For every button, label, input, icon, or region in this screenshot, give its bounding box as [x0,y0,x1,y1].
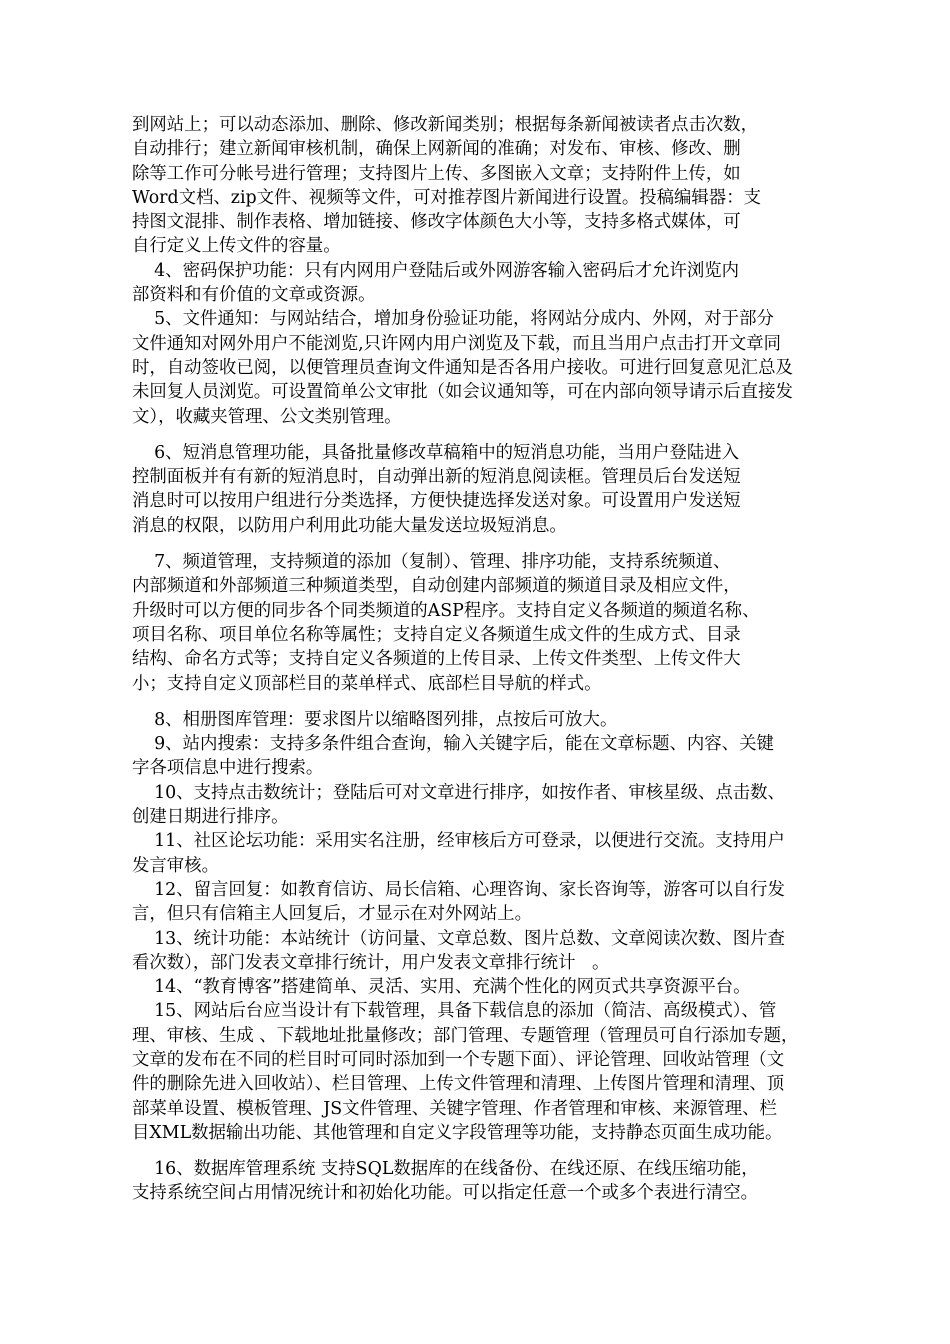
text-line: 创建日期进行排序。 [132,807,289,828]
text-line: 12、留言回复：如教育信访、局长信箱、心理咨询、家长咨询等，游客可以自行发 [132,879,785,900]
text-line: 控制面板并有有新的短消息时，自动弹出新的短消息阅读框。管理员后台发送短 [132,467,741,488]
text-line: 文），收藏夹管理、公文类别管理。 [132,406,402,427]
text-line: 4、密码保护功能：只有内网用户登陆后或外网游客输入密码后才允许浏览内 [132,260,740,281]
text-line: 7、频道管理，支持频道的添加（复制）、管理、排序功能，支持系统频道、 [132,552,731,573]
text-line: 内部频道和外部频道三种频道类型，自动创建内部频道的频道目录及相应文件， [132,576,741,597]
document-body [132,113,872,1206]
text-line: 14、“教育博客”搭建简单、灵活、实用、充满个性化的网页式共享资源平台。 [132,977,751,998]
text-line: 16、数据库管理系统 支持SQL数据库的在线备份、在线还原、在线压缩功能， [132,1159,759,1180]
text-line: 到网站上；可以动态添加、删除、修改新闻类别；根据每条新闻被读者点击次数， [132,115,759,135]
text-line: 自动排行；建立新闻审核机制，确保上网新闻的准确；对发布、审核、修改、删 [132,139,741,160]
text-line: 文章的发布在不同的栏目时可同时添加到一个专题下面）、评论管理、回收站管理（文 [132,1049,785,1070]
paragraph-gap [132,429,872,441]
paragraph-gap [132,538,872,550]
text-line: 除等工作可分帐号进行管理；支持图片上传、多图嵌入文章；支持附件上传，如 [132,163,741,184]
text-line: 15、网站后台应当设计有下载管理，具备下载信息的添加（简洁、高级模式）、管 [132,1001,777,1022]
text-line: 10、支持点击数统计；登陆后可对文章进行排序，如按作者、审核星级、点击数、 [132,782,785,803]
text-line: 13、统计功能：本站统计（访问量、文章总数、图片总数、文章阅读次数、图片查 [132,928,785,949]
text-line: 消息时可以按用户组进行分类选择，方便快捷选择发送对象。可设置用户发送短 [132,491,741,512]
text-line: 看次数），部门发表文章排行统计，用户发表文章排行统计 。 [132,952,610,973]
text-line: 自行定义上传文件的容量。 [132,236,341,257]
text-line: 言，但只有信箱主人回复后，才显示在对外网站上。 [132,904,532,925]
text-line: 持图文混排、制作表格、增加链接、修改字体颜色大小等，支持多格式媒体，可 [132,212,741,233]
text-line: 结构、命名方式等；支持自定义各频道的上传目录、上传文件类型、上传文件大 [132,649,741,670]
text-line: 文件通知对网外用户不能浏览,只许网内用户浏览及下载，而且当用户点击打开文章同 [132,333,781,354]
text-line: 5、文件通知：与网站结合，增加身份验证功能，将网站分成内、外网，对于部分 [132,309,774,330]
text-line: 件的删除先进入回收站）、栏目管理、上传文件管理和清理、上传图片管理和清理、顶 [132,1074,785,1095]
text-line: 部资料和有价值的文章或资源。 [132,285,376,306]
text-line: Word文档、zip文件、视频等文件，可对推荐图片新闻进行设置。投稿编辑器：支 [132,187,761,208]
paragraph-gap [132,696,872,708]
text-line: 字各项信息中进行搜索。 [132,758,324,779]
text-line: 小；支持自定义顶部栏目的菜单样式、底部栏目导航的样式。 [132,673,602,694]
text-line: 时，自动签收已阅，以便管理员查询文件通知是否各用户接收。可进行回复意见汇总及 [132,357,793,378]
text-line: 升级时可以方便的同步各个同类频道的ASP程序。支持自定义各频道的频道名称、 [132,600,760,621]
text-line: 未回复人员浏览。可设置简单公文审批（如会议通知等，可在内部向领导请示后直接发 [132,382,793,403]
text-line: 6、短消息管理功能，具备批量修改草稿箱中的短消息功能，当用户登陆进入 [132,442,740,463]
text-line: 发言审核。 [132,855,219,876]
text-line: 11、社区论坛功能：采用实名注册，经审核后方可登录，以便进行交流。支持用户 [132,831,785,852]
text-line: 支持系统空间占用情况统计和初始化功能。可以指定任意一个或多个表进行清空。 [132,1183,759,1204]
text-line: 项目名称、项目单位名称等属性；支持自定义各频道生成文件的生成方式、目录 [132,624,741,645]
text-line: 9、站内搜索：支持多条件组合查询，输入关键字后，能在文章标题、内容、关键 [132,734,774,755]
text-line: 理、审核、生成 、下载地址批量修改；部门管理、专题管理（管理员可自行添加专题， [132,1025,799,1046]
text-line: 部菜单设置、模板管理、JS文件管理、关键字管理、作者管理和审核、来源管理、栏 [132,1098,777,1119]
text-line: 消息的权限，以防用户利用此功能大量发送垃圾短消息。 [132,515,567,536]
text-line: 目XML数据输出功能、其他管理和自定义字段管理等功能，支持静态页面生成功能。 [132,1122,783,1143]
paragraph-gap [132,1145,872,1157]
text-line: 8、相册图库管理：要求图片以缩略图列排，点按后可放大。 [132,709,618,730]
